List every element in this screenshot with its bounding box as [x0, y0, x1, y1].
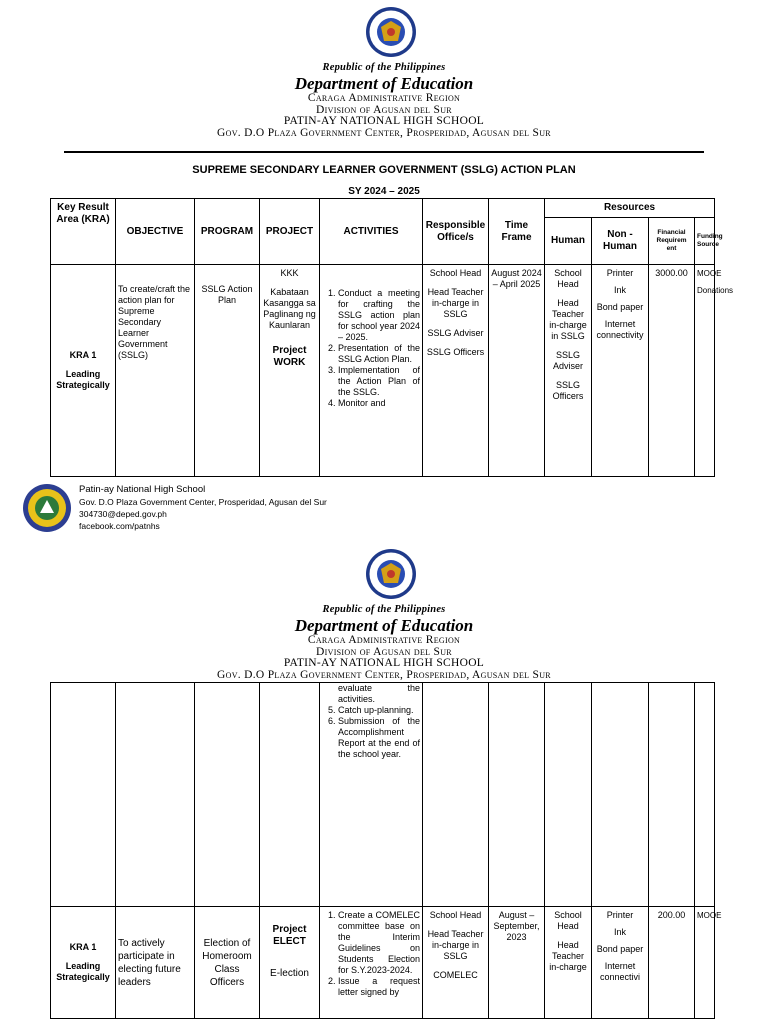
human-item: Head Teacher in-charge: [549, 940, 587, 972]
nonhuman-cell: [592, 265, 649, 477]
footer-email: 304730@deped.gov.ph: [79, 509, 167, 519]
action-plan-table-page-2: [50, 682, 722, 1019]
header-funding: Funding Source: [695, 218, 715, 265]
office-cell: [423, 907, 489, 1019]
deped-seal-icon: [365, 6, 417, 58]
activities-cell: [320, 683, 423, 907]
objective-cell: [116, 265, 195, 477]
nonhuman-cell: [592, 683, 649, 907]
activity-item: 2. Issue a request letter signed by: [338, 976, 420, 998]
header-timeframe: Time Frame: [489, 199, 545, 265]
republic-label: Republic of the Philippines: [322, 62, 446, 73]
office-cell: [423, 265, 489, 477]
kra-cell: [51, 683, 116, 907]
program-text: SSLG Action Plan: [201, 284, 253, 305]
activities-cell: [320, 265, 423, 477]
nonhuman-cell: [592, 907, 649, 1019]
program-text: Election of Homeroom Class Officers: [202, 937, 252, 988]
table-row: [51, 265, 715, 477]
header-rule: [64, 151, 704, 153]
header-resources: Resources: [545, 199, 715, 218]
project-name: Project ELECT: [272, 924, 307, 947]
funding-item: MOOE: [697, 911, 722, 920]
footer-contact: [79, 484, 327, 532]
project-code: KKK: [280, 268, 299, 278]
office-item: Head Teacher in-charge in SSLG: [427, 929, 484, 961]
project-subtitle: E-lection: [270, 968, 309, 979]
office-item: SSLG Officers: [426, 347, 485, 357]
funding-cell: [695, 265, 734, 477]
activity-item: 5. Catch up-planning.: [338, 705, 420, 716]
footer-school-name: Patin-ay National High School: [79, 484, 206, 495]
timeframe-text: August 2024 – April 2025: [491, 268, 542, 289]
footer: [22, 483, 422, 533]
kra-cell: [51, 907, 116, 1019]
financial-cell: [649, 265, 695, 477]
footer-facebook: facebook.com/patnhs: [79, 521, 160, 531]
office-item: COMELEC: [433, 970, 478, 980]
funding-cell: [695, 907, 722, 1019]
kra-cell: [51, 265, 116, 477]
school-label: PATIN-AY NATIONAL HIGH SCHOOL: [283, 115, 485, 127]
table-row: [51, 907, 715, 1019]
office-item: School Head: [429, 268, 482, 278]
page-2: [0, 540, 768, 1024]
region-label: Caraga Administrative Region: [307, 634, 461, 646]
activity-item: 1. Conduct a meeting for crafting the SSLG action plan for school year 2024 – 2025.: [338, 288, 420, 343]
activity-item: 3. Implementation of the Action Plan of the SSLG.: [338, 365, 420, 398]
address-label: Gov. D.O Plaza Government Center, Prosperidad, Agusan del Sur: [217, 126, 551, 139]
school-year: SY 2024 – 2025: [348, 186, 420, 197]
human-item: SSLG Officers: [552, 380, 584, 401]
office-cell: [423, 683, 489, 907]
table-row: [51, 683, 715, 907]
timeframe-cell: [489, 265, 545, 477]
activities-list: [322, 910, 420, 998]
header-project: PROJECT: [260, 199, 320, 265]
funding-cell: [695, 683, 715, 907]
human-item: School Head: [554, 268, 582, 289]
project-name: Kabataan Kasangga sa Paglinang ng Kaunlaran: [263, 287, 316, 330]
human-item: School Head: [554, 910, 582, 931]
header-human: Human: [545, 218, 592, 265]
header-kra: Key Result Area (KRA): [51, 199, 116, 265]
human-cell: [545, 683, 592, 907]
nonhuman-item: Internet connectivi: [599, 961, 641, 982]
project-cell: [260, 265, 320, 477]
nonhuman-item: Bond paper: [596, 302, 644, 312]
division-label: Division of Agusan del Sur: [316, 645, 452, 658]
human-item: Head Teacher in-charge in SSLG: [549, 298, 587, 341]
nonhuman-item: Printer: [606, 910, 634, 920]
activity-item: 6. Submission of the Accomplishment Report at the end of the school year.: [338, 716, 420, 760]
action-plan-table-page-1: [50, 198, 734, 477]
header-activities: ACTIVITIES: [320, 199, 423, 265]
funding-item: MOOE: [697, 269, 722, 278]
letterhead: [0, 604, 768, 681]
activities-cell: [320, 907, 423, 1019]
school-logo-icon: [22, 483, 72, 533]
kra-name: Leading Strategically: [56, 961, 110, 982]
department-label: Department of Education: [294, 616, 474, 635]
activity-item: 2. Presentation of the SSLG Action Plan.: [338, 343, 420, 365]
objective-cell: [116, 907, 195, 1019]
timeframe-cell: [489, 907, 545, 1019]
address-label: Gov. D.O Plaza Government Center, Prosperidad, Agusan del Sur: [217, 668, 551, 681]
financial-cell: [649, 683, 695, 907]
project-cell: [260, 907, 320, 1019]
office-item: SSLG Adviser: [427, 328, 484, 338]
financial-amount: 3000.00: [655, 268, 688, 278]
activity-item: 1. Create a COMELEC committee base on the Interim Guidelines on Students Election for S.Y.2023-2024.: [338, 910, 420, 976]
department-label: Department of Education: [294, 74, 474, 93]
activity-item: 4. Monitor and: [338, 398, 420, 409]
human-cell: [545, 265, 592, 477]
program-cell: [195, 907, 260, 1019]
header-office: Responsible Office/s: [423, 199, 489, 265]
header-financial: Financial Requirem ent: [649, 218, 695, 265]
kra-number: KRA 1: [69, 350, 97, 360]
timeframe-cell: [489, 683, 545, 907]
header-objective: OBJECTIVE: [116, 199, 195, 265]
objective-text: To create/craft the action plan for Supreme Secondary Learner Government (SSLG): [118, 284, 191, 360]
header-program: PROGRAM: [195, 199, 260, 265]
financial-amount: 200.00: [657, 910, 686, 920]
header-nonhuman: Non - Human: [592, 218, 649, 265]
region-label: Caraga Administrative Region: [307, 92, 461, 104]
human-cell: [545, 907, 592, 1019]
nonhuman-item: Internet connectivity: [596, 319, 644, 340]
office-item: Head Teacher in-charge in SSLG: [427, 287, 484, 319]
footer-address: Gov. D.O Plaza Government Center, Prosperidad, Agusan del Sur: [79, 497, 327, 507]
program-cell: [195, 265, 260, 477]
nonhuman-item: Ink: [613, 927, 626, 937]
office-item: School Head: [429, 910, 482, 920]
human-item: SSLG Adviser: [552, 350, 583, 371]
republic-label: Republic of the Philippines: [322, 604, 446, 615]
activities-list: [322, 705, 420, 760]
letterhead: [0, 62, 768, 139]
project-work: Project WORK: [272, 345, 307, 368]
school-label: PATIN-AY NATIONAL HIGH SCHOOL: [283, 657, 485, 669]
kra-name: Leading Strategically: [56, 369, 110, 390]
objective-text: To actively participate in electing future leaders: [118, 937, 181, 988]
division-label: Division of Agusan del Sur: [316, 103, 452, 116]
document-title: SUPREME SECONDARY LEARNER GOVERNMENT (SSLG) ACTION PLAN: [192, 164, 576, 176]
objective-cell: [116, 683, 195, 907]
activity-continuation: evaluate the activities.: [338, 683, 420, 704]
nonhuman-item: Ink: [613, 285, 626, 295]
nonhuman-item: Printer: [606, 268, 634, 278]
nonhuman-item: Bond paper: [596, 944, 644, 954]
deped-seal-icon: [365, 548, 417, 600]
financial-cell: [649, 907, 695, 1019]
funding-item: Donations: [697, 286, 734, 295]
program-cell: [195, 683, 260, 907]
project-cell: [260, 683, 320, 907]
kra-number: KRA 1: [69, 942, 97, 952]
activities-list: [322, 288, 420, 409]
timeframe-text: August – September, 2023: [493, 910, 540, 942]
